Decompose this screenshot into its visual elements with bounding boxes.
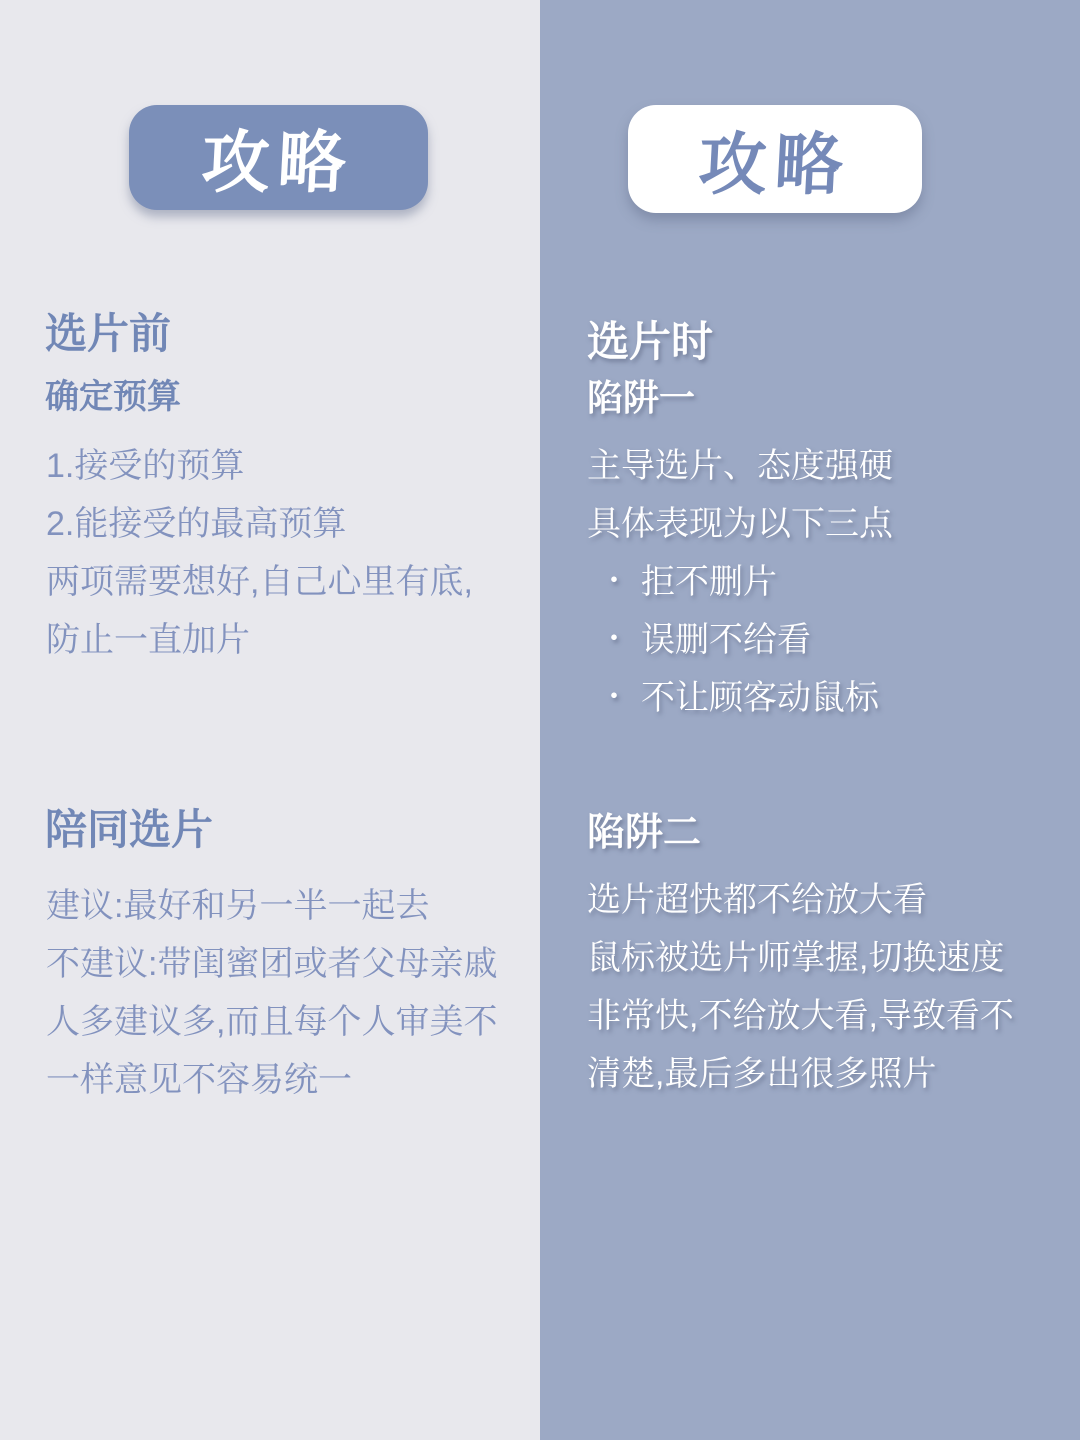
left-section2-body [46, 877, 497, 1109]
left-section1-heading: 选片前 [45, 310, 172, 357]
body-line: 主导选片、态度强硬 [587, 447, 893, 485]
right-section2-body [587, 871, 1014, 1103]
bullet-item [587, 611, 879, 669]
left-section1-subheading: 确定预算 [45, 378, 181, 416]
body-line: 具体表现为以下三点 [587, 505, 893, 543]
right-strategy-badge-label: 攻略 [696, 126, 853, 203]
bullet-dot-icon: ・ [599, 565, 629, 598]
bullet-text: 不让顾客动鼠标 [641, 679, 879, 717]
bullet-item [587, 669, 879, 727]
left-strategy-badge-label: 攻略 [200, 125, 357, 201]
body-line: 建议:最好和另一半一起去 [46, 887, 430, 925]
body-line: 清楚,最后多出很多照片 [587, 1055, 937, 1093]
bullet-item [587, 553, 879, 611]
body-line: 两项需要想好,自己心里有底, [46, 563, 473, 601]
right-section1-body [587, 437, 893, 553]
right-section2-heading: 陷阱二 [587, 812, 702, 854]
bullet-dot-icon: ・ [599, 623, 629, 656]
body-line: 不建议:带闺蜜团或者父母亲戚 [46, 945, 498, 983]
bullet-dot-icon: ・ [599, 681, 629, 714]
body-line: 鼠标被选片师掌握,切换速度 [587, 939, 1005, 977]
right-strategy-badge [628, 105, 922, 213]
left-section1-body [46, 437, 473, 669]
right-section1-subheading: 陷阱一 [587, 377, 696, 418]
left-section2-heading: 陪同选片 [45, 806, 214, 853]
body-line: 2.能接受的最高预算 [46, 505, 347, 543]
body-line: 选片超快都不给放大看 [587, 881, 927, 919]
right-section1-heading: 选片时 [587, 318, 714, 365]
body-line: 防止一直加片 [46, 621, 250, 659]
body-line: 非常快,不给放大看,导致看不 [587, 997, 1014, 1035]
body-line: 一样意见不容易统一 [46, 1061, 352, 1099]
right-section1-bullets [587, 553, 879, 727]
left-strategy-badge [129, 105, 428, 210]
right-panel-during-selection [540, 0, 1080, 1440]
body-line: 1.接受的预算 [46, 447, 245, 485]
bullet-text: 拒不删片 [641, 563, 777, 601]
body-line: 人多建议多,而且每个人审美不 [46, 1003, 498, 1041]
bullet-text: 误删不给看 [641, 621, 811, 659]
